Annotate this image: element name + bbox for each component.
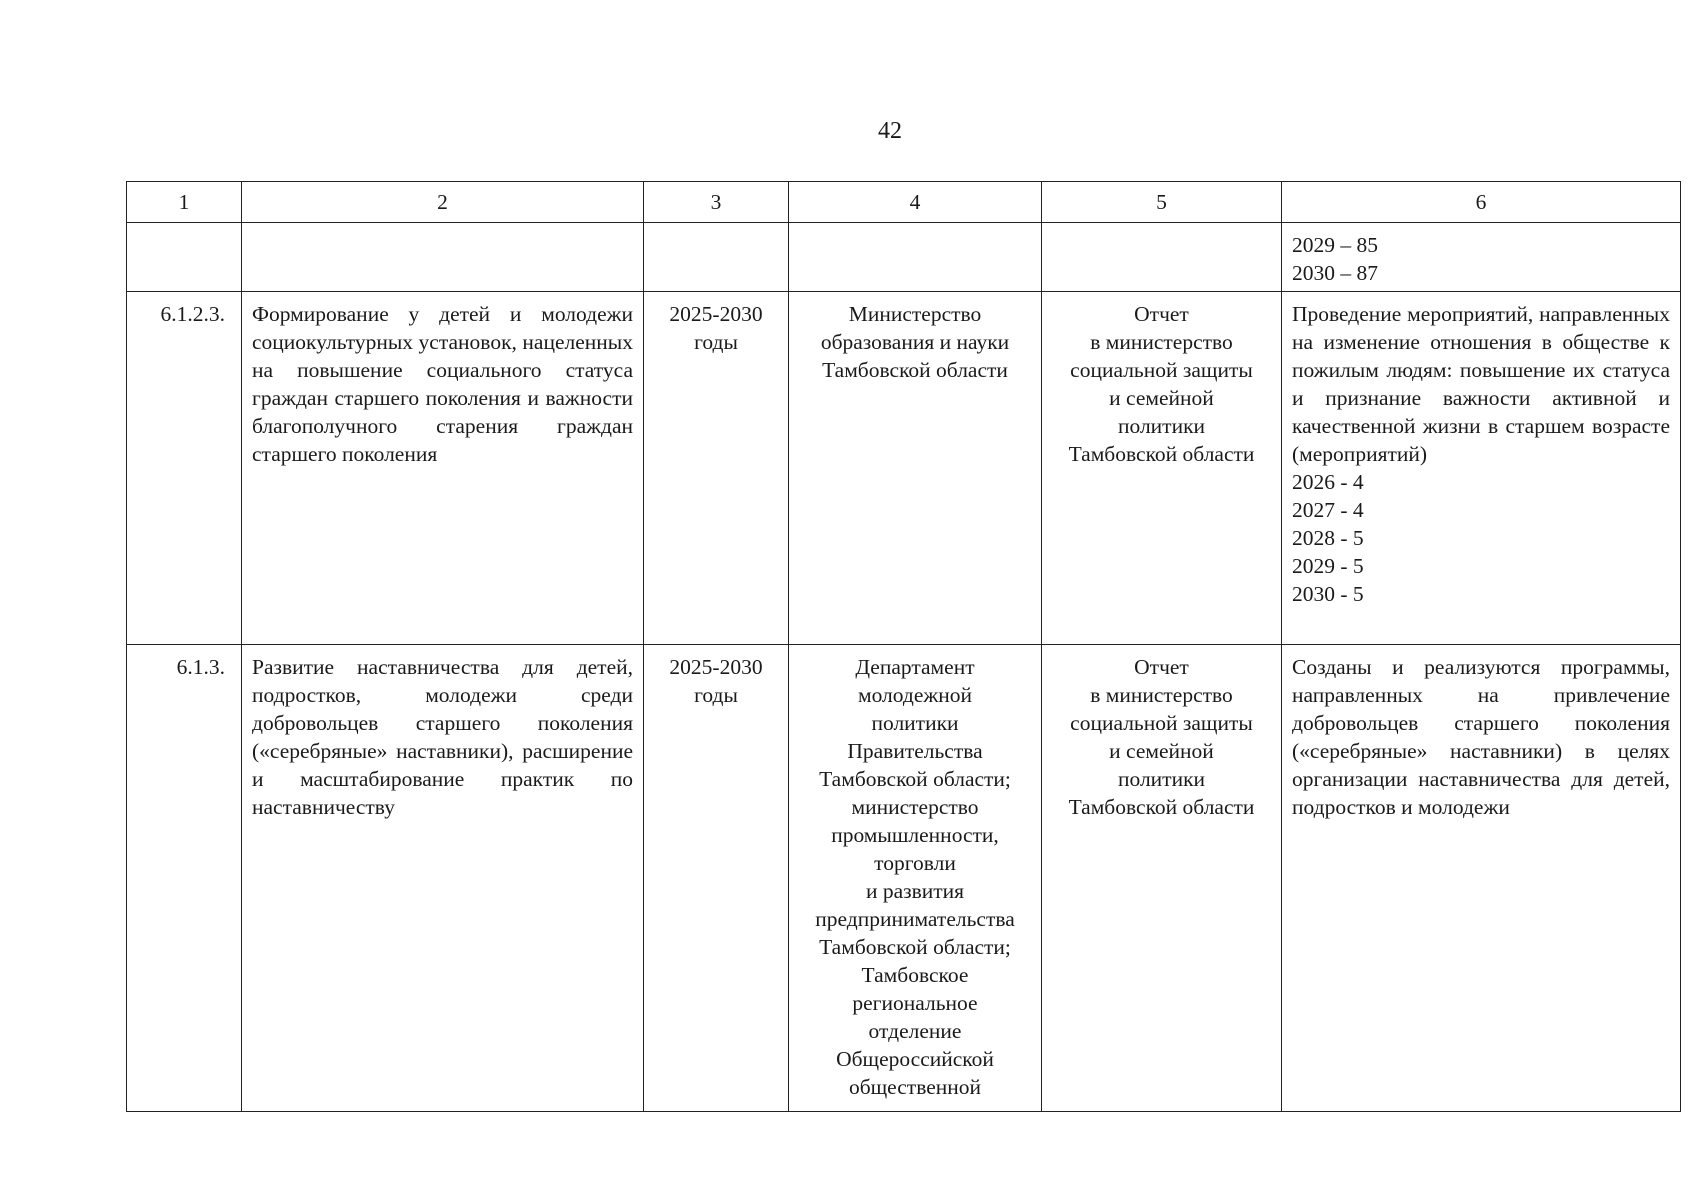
header-col-6: 6: [1282, 182, 1681, 223]
cell-executor: [789, 292, 1042, 645]
result-line: 2026 - 4: [1292, 470, 1364, 494]
executor-line: образования и науки: [820, 330, 1010, 354]
report-line: и семейной: [1109, 386, 1214, 410]
result-line: 2030 - 5: [1292, 582, 1364, 606]
table-row: [127, 645, 1681, 1112]
result-line: 2027 - 4: [1292, 498, 1364, 522]
header-col-4: 4: [789, 182, 1042, 223]
executor-line: Департамент: [855, 655, 975, 679]
report-line: в министерство: [1090, 330, 1233, 354]
header-col-3: 3: [644, 182, 789, 223]
cell-result: [1282, 292, 1681, 645]
period-line: годы: [694, 683, 738, 707]
table-row-continuation: [127, 223, 1681, 292]
executor-line: министерство: [851, 795, 979, 819]
executor-line: Тамбовской области: [822, 358, 1008, 382]
cell-activity: Развитие наставничества для детей, подростков, молодежи среди добровольцев старшего поколения («серебряные» наставники), расширение и масштабирование практик по наставничеству: [242, 645, 644, 1112]
executor-line: торговли: [874, 851, 956, 875]
cell-empty: [1042, 223, 1282, 292]
cell-empty: [127, 223, 242, 292]
result-line: 2030 – 87: [1292, 261, 1378, 285]
result-line: 2028 - 5: [1292, 526, 1364, 550]
executor-line: Общероссийской: [836, 1047, 994, 1071]
cell-item-number: 6.1.2.3.: [127, 292, 242, 645]
table-header-row: [127, 182, 1681, 223]
page-number: 42: [878, 118, 902, 144]
cell-result: Созданы и реализуются программы, направленных на привлечение добровольцев старшего поколения («серебряные» наставники) в целях организации наставничества для детей, подростков и молодежи: [1282, 645, 1681, 1112]
executor-line: общественной: [848, 1075, 982, 1099]
report-line: политики: [1117, 767, 1206, 791]
cell-report: [1042, 645, 1282, 1112]
header-col-2: 2: [242, 182, 644, 223]
cell-empty: [242, 223, 644, 292]
result-text: Проведение мероприятий, направленных на изменение отношения в обществе к пожилым людям: повышение их статуса и признание важности активной и качественной жизни в старшем возрасте (мероприятий): [1292, 302, 1670, 466]
executor-line: Правительства: [847, 739, 983, 763]
executor-line: промышленности,: [831, 823, 999, 847]
report-line: Тамбовской области: [1068, 795, 1255, 819]
executor-line: политики: [871, 711, 959, 735]
executor-line: и развития: [865, 879, 965, 903]
report-line: Тамбовской области: [1068, 442, 1255, 466]
report-line: Отчет: [1134, 655, 1189, 679]
report-line: социальной защиты: [1070, 358, 1253, 382]
report-line: в министерство: [1090, 683, 1233, 707]
executor-line: региональное: [852, 991, 978, 1015]
report-line: Отчет: [1134, 302, 1189, 326]
cell-item-number: 6.1.3.: [127, 645, 242, 1112]
report-line: политики: [1117, 414, 1206, 438]
header-col-1: 1: [127, 182, 242, 223]
result-line: 2029 - 5: [1292, 554, 1364, 578]
executor-line: Министерство: [848, 302, 982, 326]
period-line: 2025-2030: [669, 302, 763, 326]
cell-activity: Формирование у детей и молодежи социокультурных установок, нацеленных на повышение социального статуса граждан старшего поколения и важности благополучного старения граждан старшего поколения: [242, 292, 644, 645]
executor-line: молодежной: [857, 683, 973, 707]
period-line: годы: [694, 330, 738, 354]
report-line: и семейной: [1109, 739, 1214, 763]
executor-line: Тамбовское: [861, 963, 969, 987]
executor-line: Тамбовской области;: [819, 767, 1011, 791]
cell-report: [1042, 292, 1282, 645]
table-row: [127, 292, 1681, 645]
plan-table: [126, 181, 1681, 1112]
cell-executor: [789, 645, 1042, 1112]
result-line: 2029 – 85: [1292, 233, 1378, 257]
period-line: 2025-2030: [669, 655, 763, 679]
executor-line: предпринимательства: [815, 907, 1015, 931]
executor-line: отделение: [868, 1019, 962, 1043]
report-line: социальной защиты: [1070, 711, 1253, 735]
cell-period: [644, 645, 789, 1112]
cell-empty: [644, 223, 789, 292]
cell-period: [644, 292, 789, 645]
cell-result-continuation: [1282, 223, 1681, 292]
cell-empty: [789, 223, 1042, 292]
header-col-5: 5: [1042, 182, 1282, 223]
executor-line: Тамбовской области;: [819, 935, 1011, 959]
